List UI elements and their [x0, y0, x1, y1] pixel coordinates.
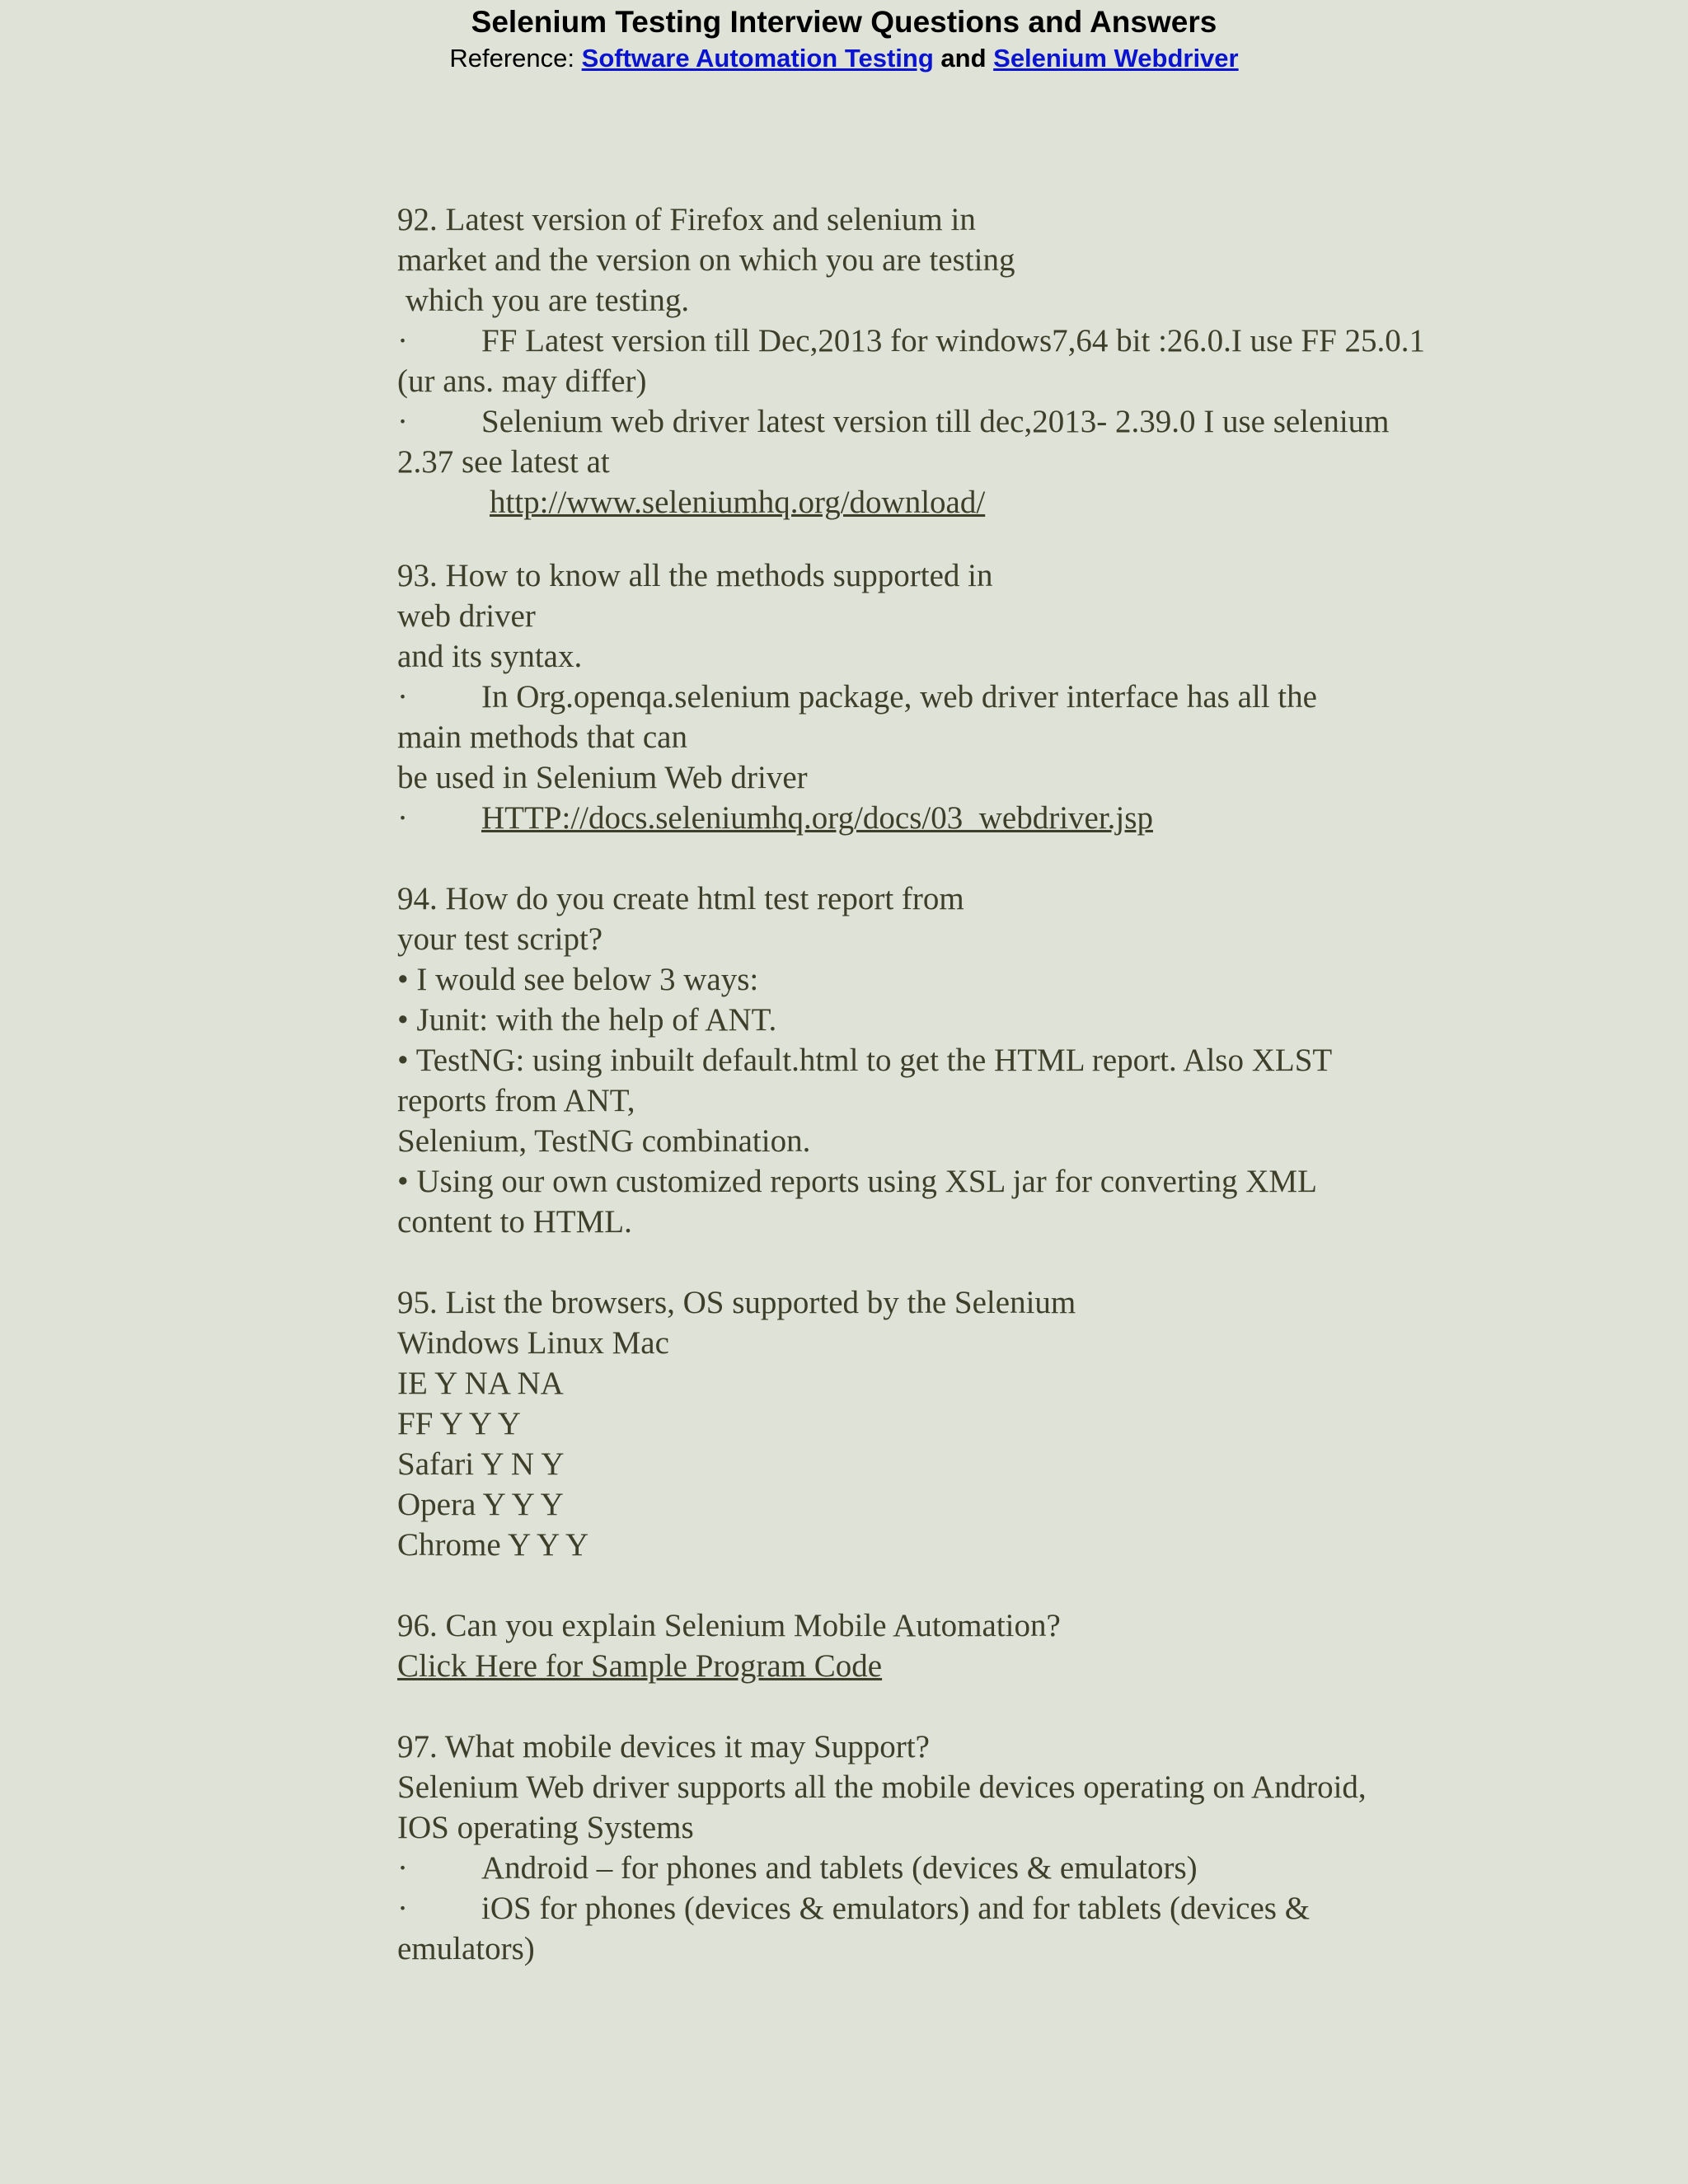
answer-97-line-2: IOS operating Systems — [397, 1810, 694, 1845]
answer-93-bullet-2 — [397, 798, 1502, 838]
sample-program-code-link[interactable]: Click Here for Sample Program Code — [397, 1648, 883, 1684]
answer-93-bullet-1 — [397, 677, 1502, 717]
question-92 — [397, 199, 1502, 523]
question-97-line-1: 97. What mobile devices it may Support? — [397, 1729, 930, 1765]
question-96 — [397, 1605, 1502, 1686]
answer-96-link-line — [397, 1646, 1502, 1686]
answer-94-bullet-3-cont-2: Selenium, TestNG combination. — [397, 1123, 811, 1159]
answer-92-link-line — [397, 482, 1502, 523]
answer-94-bullet-1: • I would see below 3 ways: — [397, 962, 759, 997]
answer-94-bullet-3-cont: reports from ANT, — [397, 1083, 635, 1118]
question-94 — [397, 879, 1502, 1242]
answer-97-bullet-1-text: Android – for phones and tablets (devices & emulators) — [481, 1850, 1198, 1886]
answer-92-bullet-1 — [397, 321, 1502, 361]
reference-line — [0, 41, 1688, 76]
support-row-opera: Opera Y Y Y — [397, 1487, 564, 1522]
question-95-line-1: 95. List the browsers, OS supported by the Selenium — [397, 1285, 1076, 1320]
question-93-line-1: 93. How to know all the methods supported in — [397, 558, 993, 593]
webdriver-docs-link[interactable]: HTTP://docs.seleniumhq.org/docs/03_webdriver.jsp — [481, 800, 1153, 836]
question-92-line-3: which you are testing. — [397, 283, 690, 318]
answer-93-bullet-1-text: In Org.openqa.selenium package, web driver interface has all the — [481, 679, 1317, 715]
reference-and: and — [940, 44, 987, 73]
bullet-dot: · — [397, 800, 408, 836]
support-row-ie: IE Y NA NA — [397, 1366, 564, 1401]
support-row-chrome: Chrome Y Y Y — [397, 1527, 589, 1563]
question-96-line-1: 96. Can you explain Selenium Mobile Automation? — [397, 1608, 1061, 1643]
answer-97-bullet-2-text: iOS for phones (devices & emulators) and for tablets (devices & — [481, 1891, 1311, 1926]
answer-92-bullet-2 — [397, 401, 1502, 442]
answer-97-bullet-2 — [397, 1888, 1502, 1929]
reference-prefix: Reference: — [449, 44, 575, 73]
software-automation-testing-link[interactable]: Software Automation Testing — [581, 44, 934, 73]
support-row-safari: Safari Y N Y — [397, 1446, 565, 1482]
bullet-dot: · — [397, 679, 408, 715]
answer-97-line-1: Selenium Web driver supports all the mobile devices operating on Android, — [397, 1769, 1367, 1805]
answer-93-bullet-1-cont-2: be used in Selenium Web driver — [397, 760, 808, 795]
question-92-line-1: 92. Latest version of Firefox and selenium in — [397, 202, 976, 237]
answer-97-bullet-2-cont: emulators) — [397, 1931, 535, 1966]
question-94-line-2: your test script? — [397, 921, 603, 957]
question-93-line-2: web driver — [397, 598, 536, 634]
answer-92-bullet-1-text: FF Latest version till Dec,2013 for windows7,64 bit :26.0.I use FF 25.0.1 — [481, 323, 1426, 359]
support-row-ff: FF Y Y Y — [397, 1406, 521, 1441]
bullet-dot: · — [397, 404, 408, 439]
selenium-webdriver-link[interactable]: Selenium Webdriver — [993, 44, 1239, 73]
document-title: Selenium Testing Interview Questions and Answers — [471, 5, 1217, 39]
answer-92-bullet-2-text: Selenium web driver latest version till dec,2013- 2.39.0 I use selenium — [481, 404, 1390, 439]
answer-92-bullet-2-cont: 2.37 see latest at — [397, 444, 610, 480]
answer-97-bullet-1 — [397, 1848, 1502, 1888]
seleniumhq-download-link[interactable]: http://www.seleniumhq.org/download/ — [490, 485, 986, 520]
question-95 — [397, 1282, 1502, 1565]
support-table-header: Windows Linux Mac — [397, 1325, 669, 1361]
question-93-line-3: and its syntax. — [397, 639, 583, 674]
answer-94-bullet-4: • Using our own customized reports using XSL jar for converting XML — [397, 1164, 1317, 1199]
question-93 — [397, 555, 1502, 838]
question-92-line-2: market and the version on which you are testing — [397, 242, 1015, 278]
question-97 — [397, 1727, 1502, 1969]
answer-92-bullet-1-cont: (ur ans. may differ) — [397, 363, 647, 399]
answer-93-bullet-1-cont: main methods that can — [397, 719, 687, 755]
bullet-dot: · — [397, 1850, 408, 1886]
bullet-dot: · — [397, 323, 408, 359]
page-header — [0, 0, 1688, 76]
answer-94-bullet-4-cont: content to HTML. — [397, 1204, 632, 1240]
question-94-line-1: 94. How do you create html test report from — [397, 881, 964, 916]
answer-94-bullet-2: • Junit: with the help of ANT. — [397, 1002, 777, 1038]
answer-94-bullet-3: • TestNG: using inbuilt default.html to get the HTML report. Also XLST — [397, 1043, 1333, 1078]
bullet-dot: · — [397, 1891, 408, 1926]
document-body — [397, 199, 1502, 1969]
